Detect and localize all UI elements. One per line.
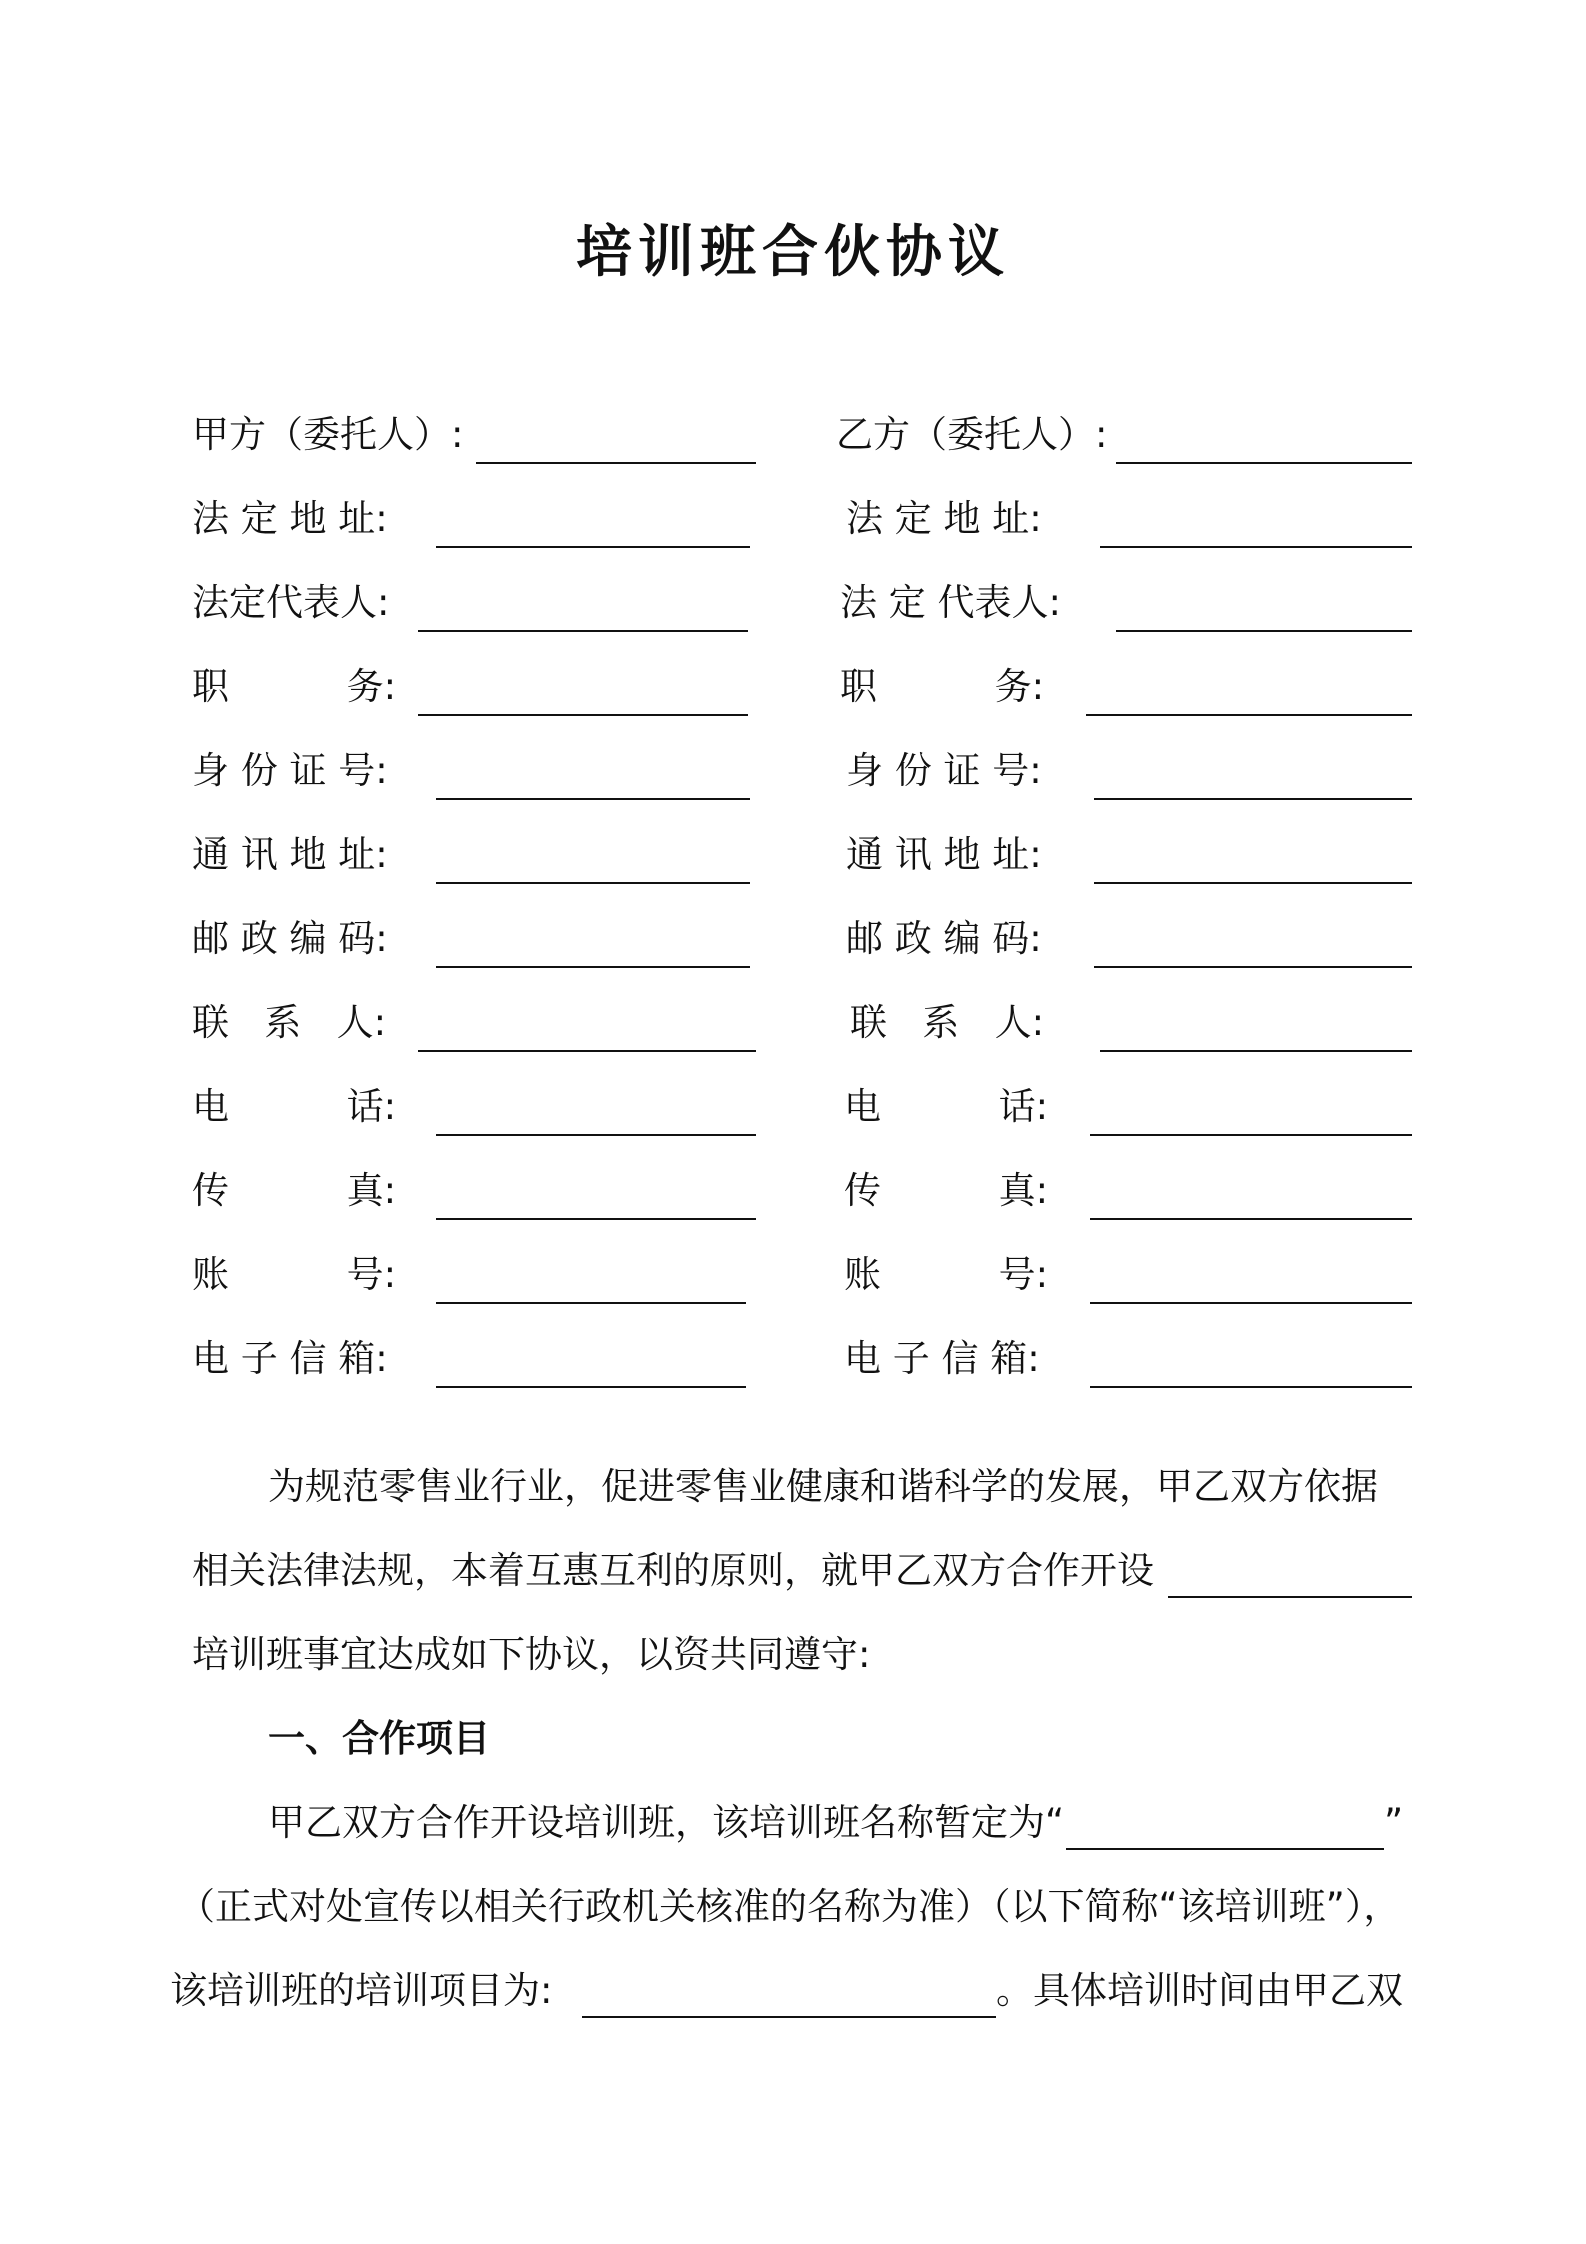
party-b-id-number-label: 身 份 证 号:	[846, 749, 1042, 792]
party-a-id-number-label: 身 份 证 号:	[192, 749, 388, 792]
party-a-account-label: 账 号:	[192, 1253, 397, 1296]
party-a-id-number-field[interactable]	[436, 798, 750, 800]
party-b-account-label: 账 号:	[844, 1253, 1049, 1296]
para2-line1-close-quote: ”	[1384, 1801, 1404, 1844]
party-a-phone-field[interactable]	[436, 1134, 756, 1136]
party-b-email-label: 电 子 信 箱:	[844, 1337, 1040, 1380]
party-b-label: 乙方（委托人）:	[836, 413, 1108, 456]
party-a-email-field[interactable]	[436, 1386, 746, 1388]
para2-line3-start: 该培训班的培训项目为:	[170, 1969, 553, 2012]
party-b-legal-rep-field[interactable]	[1116, 630, 1412, 632]
para1-line1: 为规范零售业行业，促进零售业健康和谐科学的发展，甲乙双方依据	[268, 1465, 1378, 1508]
party-b-postcode-field[interactable]	[1094, 966, 1412, 968]
party-b-phone-label: 电 话:	[844, 1085, 1049, 1128]
party-a-postcode-field[interactable]	[436, 966, 750, 968]
party-b-legal-address-field[interactable]	[1100, 546, 1412, 548]
party-a-label: 甲方（委托人）:	[192, 413, 464, 456]
para1-line2: 相关法律法规，本着互惠互利的原则，就甲乙双方合作开设	[192, 1549, 1154, 1592]
party-a-position-field[interactable]	[418, 714, 748, 716]
course-name-blank[interactable]	[1168, 1596, 1412, 1598]
party-b-account-field[interactable]	[1090, 1302, 1412, 1304]
party-b-mail-address-label: 通 讯 地 址:	[846, 833, 1042, 876]
party-a-name-field[interactable]	[476, 462, 756, 464]
party-a-email-label: 电 子 信 箱:	[192, 1337, 388, 1380]
party-a-fax-label: 传 真:	[192, 1169, 397, 1212]
party-b-phone-field[interactable]	[1090, 1134, 1412, 1136]
training-class-name-blank[interactable]	[1066, 1848, 1384, 1850]
party-b-mail-address-field[interactable]	[1094, 882, 1412, 884]
party-a-fax-field[interactable]	[436, 1218, 756, 1220]
party-b-legal-address-label: 法 定 地 址:	[846, 497, 1042, 540]
party-a-legal-address-field[interactable]	[436, 546, 750, 548]
para1-line3: 培训班事宜达成如下协议，以资共同遵守:	[192, 1633, 871, 1676]
party-a-contact-label: 联 系 人:	[192, 1001, 387, 1044]
para2-line1: 甲乙双方合作开设培训班，该培训班名称暂定为“	[268, 1801, 1065, 1844]
party-a-contact-field[interactable]	[418, 1050, 756, 1052]
party-b-legal-rep-label: 法 定 代表人:	[840, 581, 1061, 624]
party-a-position-label: 职 务:	[192, 665, 397, 708]
party-a-phone-label: 电 话:	[192, 1085, 397, 1128]
party-b-id-number-field[interactable]	[1094, 798, 1412, 800]
section-heading-cooperation-project: 一、合作项目	[268, 1717, 490, 1760]
para2-line3-end: 。具体培训时间由甲乙双	[996, 1969, 1403, 2012]
training-project-blank[interactable]	[582, 2016, 996, 2018]
party-b-name-field[interactable]	[1116, 462, 1412, 464]
party-b-contact-field[interactable]	[1100, 1050, 1412, 1052]
party-b-fax-field[interactable]	[1090, 1218, 1412, 1220]
party-a-legal-address-label: 法 定 地 址:	[192, 497, 388, 540]
party-a-account-field[interactable]	[436, 1302, 746, 1304]
party-b-fax-label: 传 真:	[844, 1169, 1049, 1212]
document-title: 培训班合伙协议	[576, 220, 1010, 285]
party-b-contact-label: 联 系 人:	[850, 1001, 1045, 1044]
party-b-position-label: 职 务:	[840, 665, 1045, 708]
party-b-position-field[interactable]	[1086, 714, 1412, 716]
party-a-legal-rep-label: 法定代表人:	[192, 581, 390, 624]
party-a-mail-address-field[interactable]	[436, 882, 750, 884]
para2-line2: （正式对处宣传以相关行政机关核准的名称为准）（以下简称“该培训班”），	[178, 1885, 1401, 1928]
party-b-email-field[interactable]	[1090, 1386, 1412, 1388]
party-a-legal-rep-field[interactable]	[418, 630, 748, 632]
party-a-mail-address-label: 通 讯 地 址:	[192, 833, 388, 876]
party-a-postcode-label: 邮 政 编 码:	[192, 917, 388, 960]
party-b-postcode-label: 邮 政 编 码:	[846, 917, 1042, 960]
